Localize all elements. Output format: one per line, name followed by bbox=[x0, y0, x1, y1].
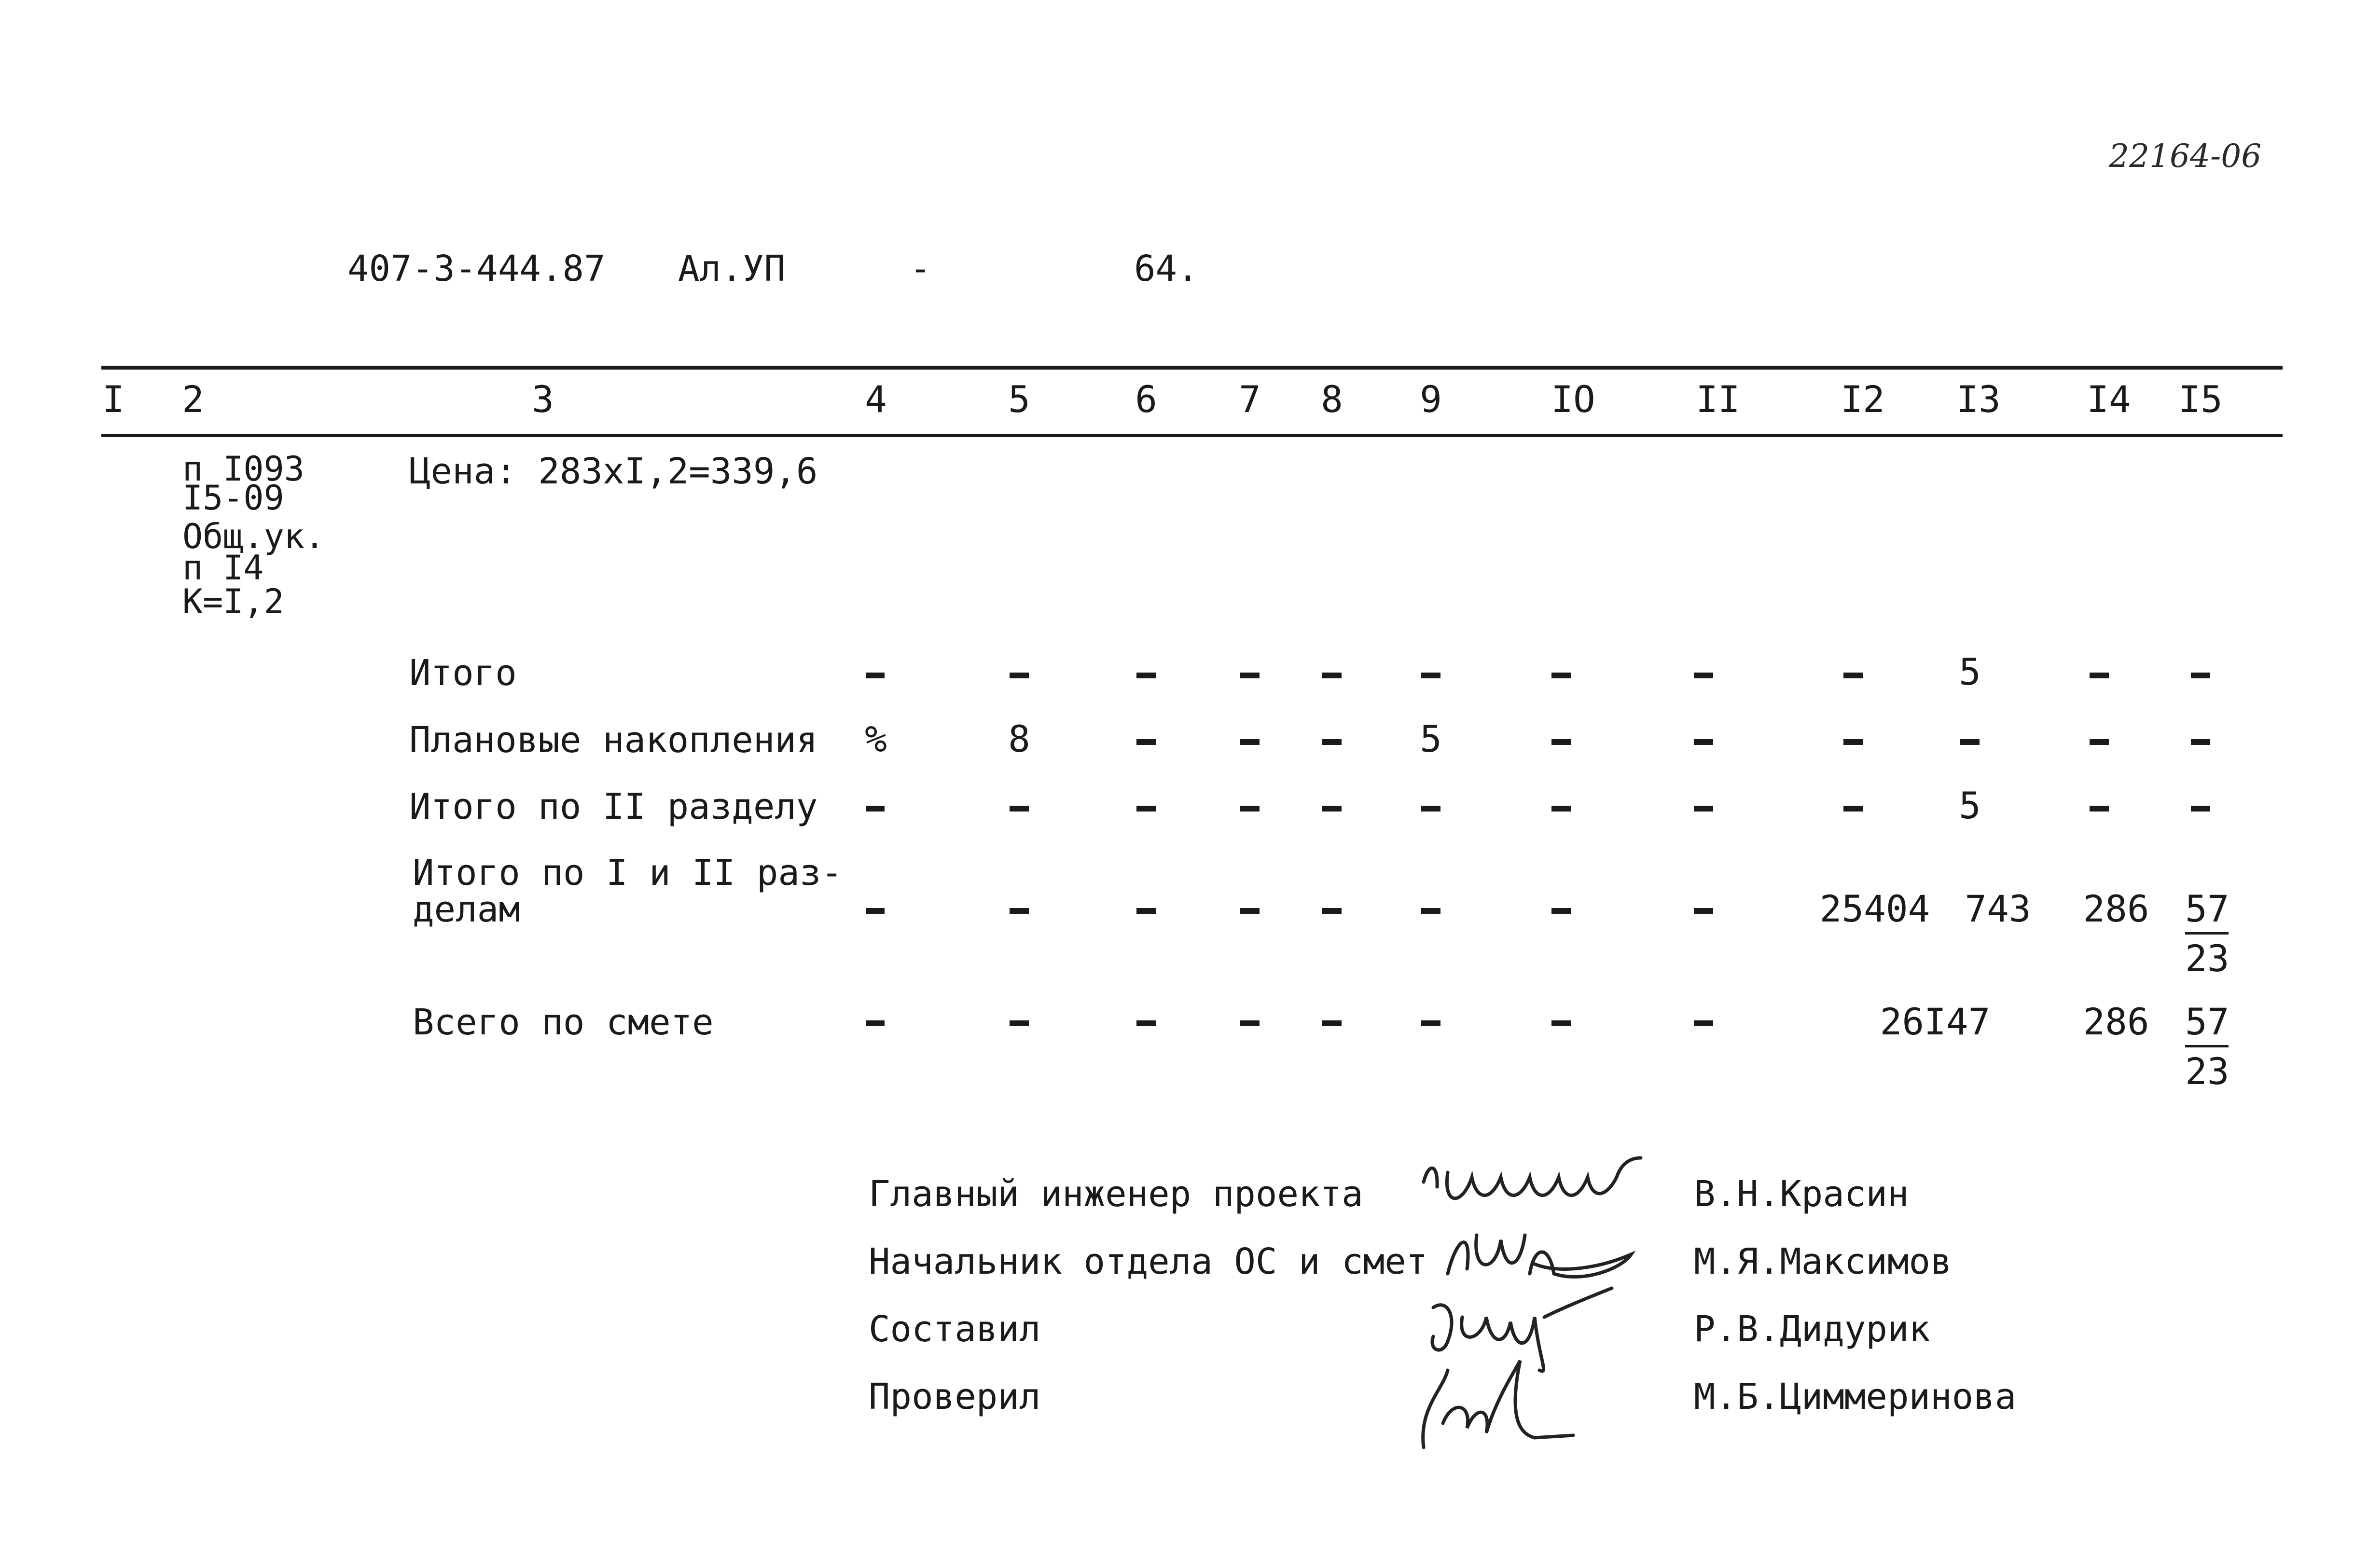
column-number: II bbox=[1696, 378, 1740, 421]
fraction-denominator: 23 bbox=[2185, 1050, 2230, 1093]
dash-cell bbox=[1010, 806, 1029, 812]
signatory-role: Главный инженер проекта bbox=[869, 1173, 1363, 1215]
value-cell: 25404 bbox=[1819, 887, 1930, 930]
merged-value-cell: 26I47 bbox=[1880, 1000, 1991, 1043]
fraction-cell bbox=[2185, 887, 2230, 980]
value-cell: 5 bbox=[1959, 650, 1981, 693]
dash-cell bbox=[1843, 739, 1863, 745]
fraction-denominator: 23 bbox=[2185, 937, 2230, 980]
dash-cell bbox=[1421, 1020, 1440, 1026]
dash-cell bbox=[1322, 908, 1342, 914]
column-number: 4 bbox=[865, 378, 887, 421]
column-number: I5 bbox=[2178, 378, 2223, 421]
column-number: IO bbox=[1551, 378, 1595, 421]
dash-cell bbox=[1240, 673, 1260, 678]
dash-cell bbox=[866, 1020, 885, 1026]
dash-cell bbox=[1322, 739, 1342, 745]
dash-cell bbox=[1551, 908, 1571, 914]
dash-cell bbox=[1010, 673, 1029, 678]
header-separator: - bbox=[910, 248, 931, 289]
table-top-rule bbox=[101, 366, 2283, 370]
code-line: I5-09 bbox=[182, 478, 284, 518]
column-number: 9 bbox=[1420, 378, 1442, 421]
dash-cell bbox=[1322, 806, 1342, 812]
dash-cell bbox=[1240, 1020, 1260, 1026]
dash-cell bbox=[1843, 806, 1863, 812]
dash-cell bbox=[2090, 806, 2109, 812]
dash-cell bbox=[1960, 739, 1980, 745]
dash-cell bbox=[1843, 673, 1863, 678]
fraction-numerator: 57 bbox=[2185, 1004, 2229, 1047]
dash-cell bbox=[1010, 1020, 1029, 1026]
column-number: 7 bbox=[1239, 378, 1261, 421]
dash-cell bbox=[2090, 739, 2109, 745]
column-number: 5 bbox=[1008, 378, 1030, 421]
column-number: I bbox=[102, 378, 125, 421]
value-cell: 8 bbox=[1008, 717, 1030, 760]
value-cell: 5 bbox=[1420, 717, 1442, 760]
dash-cell bbox=[1551, 806, 1571, 812]
row-label: Итого bbox=[409, 652, 517, 694]
page-number: 64. bbox=[1134, 248, 1199, 289]
table-header-rule bbox=[101, 434, 2283, 437]
dash-cell bbox=[2191, 673, 2210, 678]
dash-cell bbox=[866, 908, 885, 914]
archive-number: 22164-06 bbox=[2109, 138, 2262, 175]
code-line: п I4 bbox=[182, 548, 264, 588]
signatory-role: Составил bbox=[869, 1308, 1041, 1350]
dash-cell bbox=[1240, 806, 1260, 812]
document-code: 407-3-444.87 bbox=[347, 248, 606, 289]
album-label: Ал.УП bbox=[678, 248, 786, 289]
column-number: I2 bbox=[1841, 378, 1885, 421]
dash-cell bbox=[1240, 739, 1260, 745]
row-label: Плановые накопления bbox=[409, 719, 818, 761]
dash-cell bbox=[1421, 673, 1440, 678]
value-cell: 286 bbox=[2083, 1000, 2149, 1043]
signatory-name: М.Я.Максимов bbox=[1694, 1241, 1952, 1282]
signatory-role: Проверил bbox=[869, 1376, 1041, 1417]
column-number: 2 bbox=[182, 378, 204, 421]
dash-cell bbox=[1421, 806, 1440, 812]
column-number: 6 bbox=[1135, 378, 1157, 421]
dash-cell bbox=[1136, 908, 1156, 914]
dash-cell bbox=[866, 806, 885, 812]
dash-cell bbox=[1240, 908, 1260, 914]
row-label: Итого по I и II раз- bbox=[413, 852, 843, 894]
column-number: I3 bbox=[1956, 378, 2001, 421]
dash-cell bbox=[2191, 806, 2210, 812]
dash-cell bbox=[866, 673, 885, 678]
dash-cell bbox=[2191, 739, 2210, 745]
column-number: 3 bbox=[532, 378, 554, 421]
signatory-name: Р.В.Дидурик bbox=[1694, 1308, 1931, 1350]
signatory-role: Начальник отдела ОС и смет bbox=[869, 1241, 1428, 1282]
code-line: К=I,2 bbox=[182, 582, 284, 621]
signatory-name: М.Б.Циммеринова bbox=[1694, 1376, 2017, 1417]
price-note: Цена: 283хI,2=339,6 bbox=[409, 451, 818, 492]
code-line: Общ.ук. bbox=[182, 517, 325, 556]
dash-cell bbox=[1694, 1020, 1713, 1026]
code-line: п I093 bbox=[182, 449, 305, 489]
dash-cell bbox=[1136, 673, 1156, 678]
column-number: 8 bbox=[1321, 378, 1343, 421]
dash-cell bbox=[2090, 673, 2109, 678]
percent-cell: % bbox=[865, 717, 887, 760]
fraction-numerator: 57 bbox=[2185, 891, 2229, 935]
dash-cell bbox=[1694, 739, 1713, 745]
dash-cell bbox=[1694, 673, 1713, 678]
dash-cell bbox=[1322, 673, 1342, 678]
dash-cell bbox=[1010, 908, 1029, 914]
row-label: Всего по смете bbox=[413, 1002, 714, 1043]
dash-cell bbox=[1136, 806, 1156, 812]
column-number: I4 bbox=[2087, 378, 2131, 421]
dash-cell bbox=[1136, 1020, 1156, 1026]
dash-cell bbox=[1551, 739, 1571, 745]
signatory-name: В.Н.Красин bbox=[1694, 1173, 1909, 1215]
signature-reviewer bbox=[1414, 1351, 1588, 1467]
fraction-cell bbox=[2185, 1000, 2230, 1093]
row-label-continuation: делам bbox=[413, 889, 520, 930]
dash-cell bbox=[1551, 1020, 1571, 1026]
value-cell: 743 bbox=[1965, 887, 2031, 930]
dash-cell bbox=[1694, 806, 1713, 812]
dash-cell bbox=[1136, 739, 1156, 745]
row-label: Итого по II разделу bbox=[409, 786, 818, 827]
dash-cell bbox=[1694, 908, 1713, 914]
dash-cell bbox=[1322, 1020, 1342, 1026]
value-cell: 286 bbox=[2083, 887, 2149, 930]
dash-cell bbox=[1421, 908, 1440, 914]
dash-cell bbox=[1551, 673, 1571, 678]
value-cell: 5 bbox=[1959, 784, 1981, 827]
